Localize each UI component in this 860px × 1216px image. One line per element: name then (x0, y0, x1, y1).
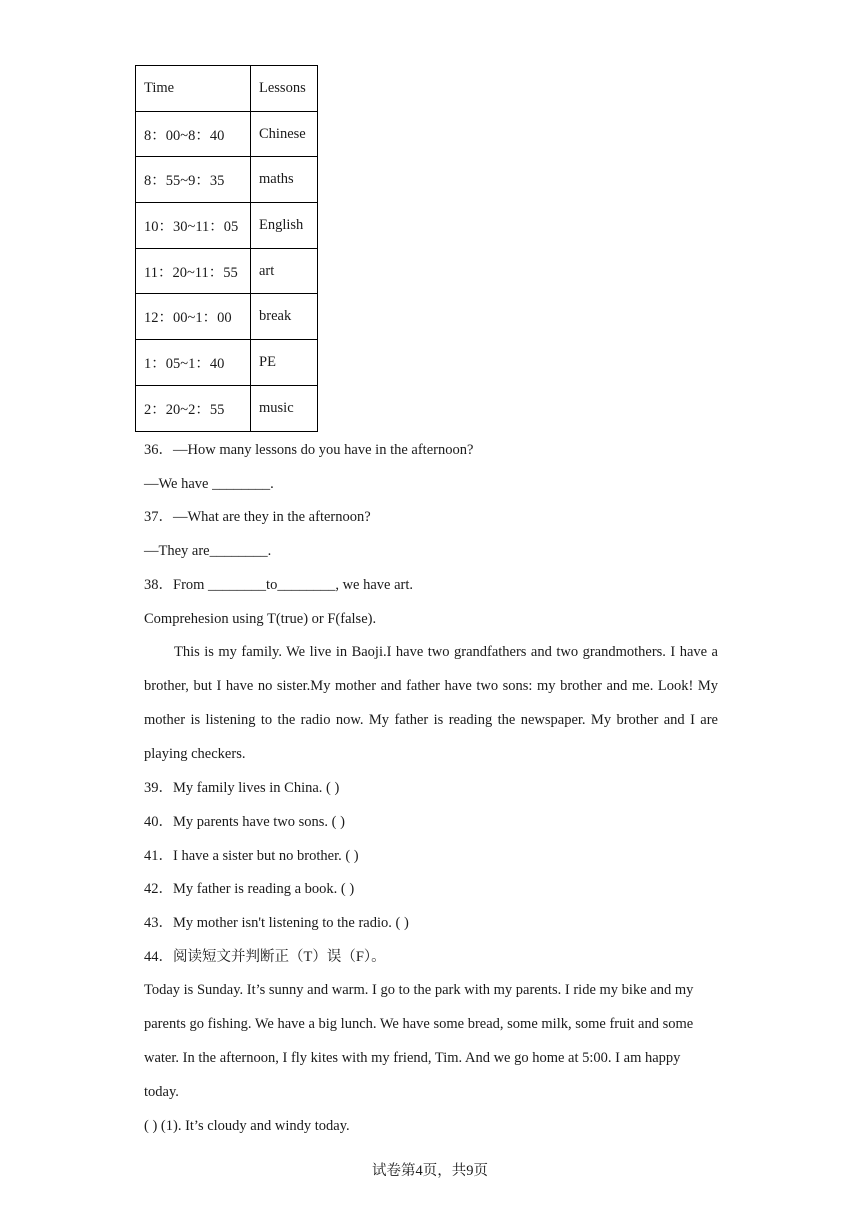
time-cell: 10：30~11：05 (136, 203, 251, 249)
page-footer: 试卷第4页，共9页 (372, 1163, 488, 1179)
time-cell: 8：55~9：35 (136, 157, 251, 203)
time-cell: 11：20~11：55 (136, 248, 251, 294)
table-header-row (136, 66, 318, 112)
lesson-cell: English (251, 203, 318, 249)
header-lessons: Lessons (251, 66, 318, 112)
lesson-cell: music (251, 385, 318, 431)
answer-37: —They are________. (144, 543, 272, 559)
table-row (136, 294, 318, 340)
header-time: Time (136, 66, 251, 112)
question-44-instruction: 44．阅读短文并判断正（T）误（F）。 (144, 949, 386, 965)
question-44-1: ( ) (1). It’s cloudy and windy today. (144, 1118, 350, 1134)
answer-36: —We have ________. (144, 476, 274, 492)
table-row (136, 203, 318, 249)
question-42: 42．My father is reading a book. ( ) (144, 881, 355, 897)
lesson-timetable (135, 65, 318, 432)
section-instruction: Comprehesion using T(true) or F(false). (144, 611, 377, 627)
question-39: 39．My family lives in China. ( ) (144, 780, 340, 796)
table-row (136, 340, 318, 386)
time-cell: 8：00~8：40 (136, 111, 251, 157)
time-cell: 1：05~1：40 (136, 340, 251, 386)
table-row (136, 385, 318, 431)
table-row (136, 248, 318, 294)
lesson-cell: art (251, 248, 318, 294)
lesson-cell: Chinese (251, 111, 318, 157)
question-40: 40．My parents have two sons. ( ) (144, 814, 345, 830)
lesson-cell: maths (251, 157, 318, 203)
reading-passage-sunday: Today is Sunday. It’s sunny and warm. I go to the park with my parents. I ride my bike and my parents go fishing. We have a big lunch. We have some bread, some milk, some fruit and some water. In the afternoon, I fly kites with my friend, Tim. And we go home at 5:00. I am happy today. (144, 982, 694, 1100)
lesson-cell: PE (251, 340, 318, 386)
time-cell: 12：00~1：00 (136, 294, 251, 340)
reading-passage-family: This is my family. We live in Baoji.I have two grandfathers and two grandmothers. I have a brother, but I have no sister.My mother and father have two sons: my brother and me. Look! My mother is listening to the radio now. My father is reading the newspaper. My brother and I are playing checkers. (144, 644, 718, 762)
question-43: 43．My mother isn't listening to the radio. ( ) (144, 915, 409, 931)
question-38: 38．From ________to________, we have art. (144, 577, 414, 593)
question-36: 36．—How many lessons do you have in the afternoon? (144, 442, 474, 458)
time-cell: 2：20~2：55 (136, 385, 251, 431)
question-41: 41．I have a sister but no brother. ( ) (144, 848, 359, 864)
table-row (136, 157, 318, 203)
table-row (136, 111, 318, 157)
question-37: 37．—What are they in the afternoon? (144, 509, 371, 525)
lesson-cell: break (251, 294, 318, 340)
